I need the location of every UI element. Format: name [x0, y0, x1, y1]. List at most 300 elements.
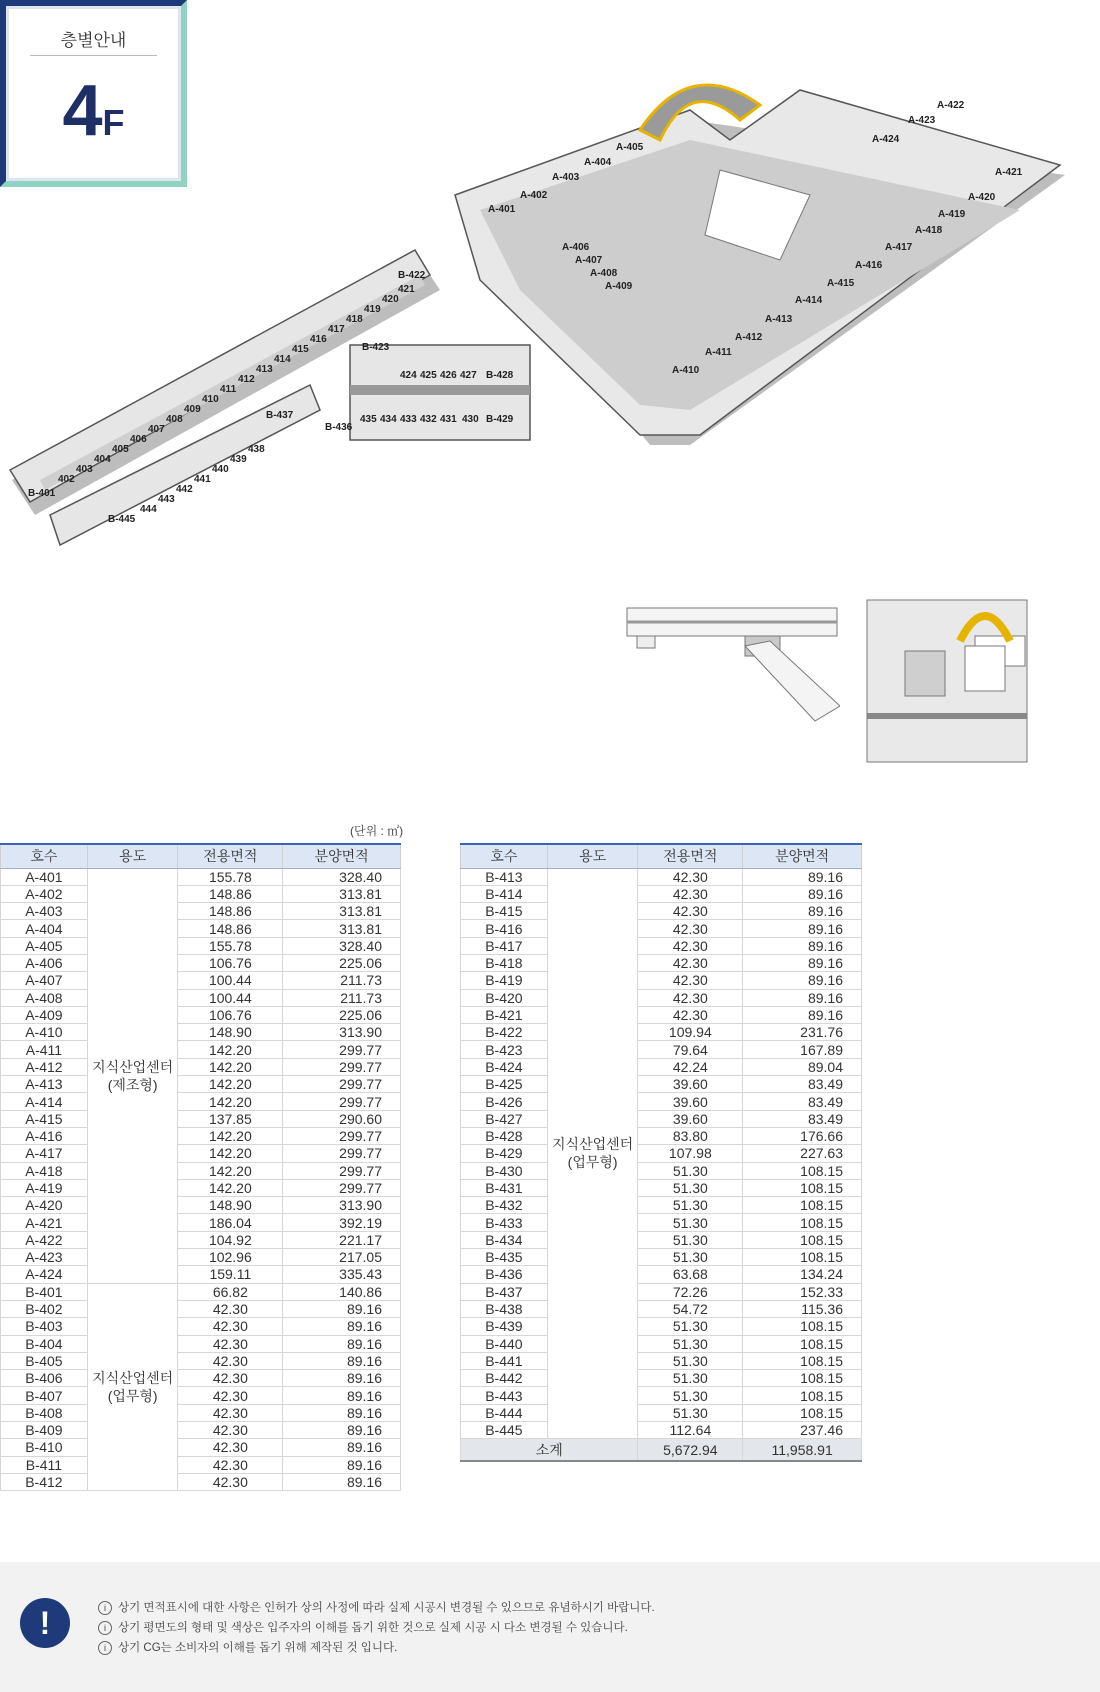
sale-area: 299.77	[283, 1127, 401, 1144]
notice-item	[98, 1618, 655, 1638]
exclusive-area: 100.44	[178, 972, 283, 989]
header-exclusive-area: 전용면적	[178, 844, 283, 868]
unit-number: B-420	[461, 989, 548, 1006]
table-row	[461, 1179, 862, 1196]
plan-label: B-445	[108, 514, 136, 525]
exclusive-area: 51.30	[638, 1335, 743, 1352]
table-row	[1, 972, 401, 989]
plan-label: 417	[328, 324, 345, 335]
key-map-a	[865, 596, 1030, 766]
exclusive-area: 42.30	[178, 1300, 283, 1317]
table-row	[1, 1197, 401, 1214]
header-exclusive-area: 전용면적	[638, 844, 743, 868]
exclusive-area: 42.30	[638, 1006, 743, 1023]
sale-area: 134.24	[743, 1266, 862, 1283]
unit-number: B-415	[461, 903, 548, 920]
header-sale-area: 분양면적	[283, 844, 401, 868]
exclusive-area: 142.20	[178, 1127, 283, 1144]
exclusive-area: 42.30	[178, 1456, 283, 1473]
table-row	[1, 1266, 401, 1283]
use-cell	[547, 868, 638, 1439]
sale-area: 108.15	[743, 1162, 862, 1179]
plan-label: A-403	[552, 172, 580, 183]
sale-area: 89.16	[743, 885, 862, 902]
notice-list	[98, 1598, 655, 1658]
unit-number: B-436	[461, 1266, 548, 1283]
unit-number: B-405	[1, 1352, 88, 1369]
unit-number: B-441	[461, 1352, 548, 1369]
plan-label: 431	[440, 414, 457, 425]
exclusive-area: 51.30	[638, 1352, 743, 1369]
plan-label: 419	[364, 304, 381, 315]
use-line: (업무형)	[107, 1387, 158, 1404]
table-row	[1, 920, 401, 937]
floor-number: 4	[62, 71, 103, 151]
unit-number: B-421	[461, 1006, 548, 1023]
table-row	[461, 1352, 862, 1369]
table-row	[1, 885, 401, 902]
exclusive-area: 83.80	[638, 1127, 743, 1144]
sale-area: 313.90	[283, 1197, 401, 1214]
table-row	[461, 1318, 862, 1335]
table-row	[1, 1439, 401, 1456]
sale-area: 108.15	[743, 1404, 862, 1421]
unit-number: A-421	[1, 1214, 88, 1231]
unit-number: B-440	[461, 1335, 548, 1352]
subtotal-sale: 11,958.91	[743, 1439, 862, 1461]
plan-label: B-429	[486, 414, 514, 425]
plan-label: 430	[462, 414, 479, 425]
plan-label: A-415	[827, 278, 855, 289]
exclusive-area: 79.64	[638, 1041, 743, 1058]
sale-area: 108.15	[743, 1214, 862, 1231]
table-row	[461, 1197, 862, 1214]
table-header-row	[1, 844, 401, 868]
sale-area: 108.15	[743, 1352, 862, 1369]
plan-label: A-423	[908, 115, 936, 126]
exclusive-area: 51.30	[638, 1404, 743, 1421]
sale-area: 89.16	[743, 972, 862, 989]
exclusive-area: 39.60	[638, 1093, 743, 1110]
unit-number: A-417	[1, 1145, 88, 1162]
sale-area: 89.16	[743, 920, 862, 937]
unit-number: B-438	[461, 1300, 548, 1317]
sale-area: 89.16	[283, 1318, 401, 1335]
notice-text: 상기 평면도의 형태 및 색상은 입주자의 이해를 돕기 위한 것으로 실제 시공 시 다소 변경될 수 있습니다.	[118, 1622, 628, 1634]
unit-number: B-412	[1, 1473, 88, 1490]
table-row	[461, 1110, 862, 1127]
exclusive-area: 42.30	[178, 1473, 283, 1490]
floor-suffix: F	[102, 102, 125, 143]
table-row	[1, 1231, 401, 1248]
plan-label: 403	[76, 464, 93, 475]
sale-area: 89.16	[283, 1335, 401, 1352]
plan-label: A-406	[562, 242, 590, 253]
exclusive-area: 51.30	[638, 1387, 743, 1404]
header-sale-area: 분양면적	[743, 844, 862, 868]
sale-area: 108.15	[743, 1179, 862, 1196]
unit-number: B-404	[1, 1335, 88, 1352]
sale-area: 108.15	[743, 1387, 862, 1404]
unit-number: A-413	[1, 1076, 88, 1093]
plan-label: 442	[176, 484, 193, 495]
table-row	[461, 1422, 862, 1439]
unit-number: B-435	[461, 1249, 548, 1266]
exclusive-area: 159.11	[178, 1266, 283, 1283]
plan-label: 443	[158, 494, 175, 505]
plan-label: 409	[184, 404, 201, 415]
exclusive-area: 107.98	[638, 1145, 743, 1162]
exclusive-area: 42.30	[178, 1335, 283, 1352]
plan-label: 424	[400, 370, 417, 381]
plan-label: A-413	[765, 314, 793, 325]
plan-label: B-401	[28, 488, 56, 499]
sale-area: 313.81	[283, 920, 401, 937]
table-row	[461, 1335, 862, 1352]
unit-number: B-424	[461, 1058, 548, 1075]
table-row	[1, 1335, 401, 1352]
sale-area: 108.15	[743, 1231, 862, 1248]
table-row	[461, 1231, 862, 1248]
plan-label: B-436	[325, 422, 353, 433]
sale-area: 217.05	[283, 1249, 401, 1266]
sale-area: 328.40	[283, 937, 401, 954]
unit-number: A-412	[1, 1058, 88, 1075]
table-row	[461, 1266, 862, 1283]
header-use: 용도	[87, 844, 178, 868]
sale-area: 108.15	[743, 1197, 862, 1214]
exclusive-area: 148.86	[178, 885, 283, 902]
exclusive-area: 102.96	[178, 1249, 283, 1266]
sale-area: 313.81	[283, 885, 401, 902]
sale-area: 299.77	[283, 1162, 401, 1179]
unit-number: B-439	[461, 1318, 548, 1335]
table-row	[461, 1006, 862, 1023]
plan-label: 402	[58, 474, 75, 485]
plan-label: 421	[398, 284, 415, 295]
plan-label: A-402	[520, 190, 548, 201]
unit-number: B-443	[461, 1387, 548, 1404]
plan-label: 434	[380, 414, 397, 425]
plan-label: 418	[346, 314, 363, 325]
table-row	[461, 920, 862, 937]
exclusive-area: 42.30	[178, 1387, 283, 1404]
table-row	[461, 1387, 862, 1404]
exclusive-area: 66.82	[178, 1283, 283, 1300]
unit-number: B-411	[1, 1456, 88, 1473]
use-line: (제조형)	[107, 1076, 158, 1093]
table-row	[461, 868, 862, 885]
exclusive-area: 155.78	[178, 868, 283, 885]
unit-number: B-425	[461, 1076, 548, 1093]
sale-area: 225.06	[283, 1006, 401, 1023]
table-row	[461, 989, 862, 1006]
table-row	[461, 1041, 862, 1058]
sale-area: 89.04	[743, 1058, 862, 1075]
exclusive-area: 148.90	[178, 1024, 283, 1041]
table-row	[461, 1370, 862, 1387]
use-cell	[87, 868, 178, 1283]
table-row	[461, 937, 862, 954]
plan-label: A-422	[937, 100, 965, 111]
notice-panel	[0, 1562, 1100, 1692]
plan-label: 438	[248, 444, 265, 455]
unit-number: A-403	[1, 903, 88, 920]
unit-number: B-423	[461, 1041, 548, 1058]
plan-label: 405	[112, 444, 129, 455]
table-row	[1, 937, 401, 954]
plan-label: A-411	[705, 347, 732, 358]
plan-label: A-407	[575, 255, 603, 266]
exclusive-area: 42.30	[178, 1422, 283, 1439]
sale-area: 299.77	[283, 1179, 401, 1196]
unit-number: B-408	[1, 1404, 88, 1421]
unit-number: B-414	[461, 885, 548, 902]
table-row	[1, 1179, 401, 1196]
sale-area: 313.90	[283, 1024, 401, 1041]
plan-label: B-423	[362, 342, 390, 353]
plan-label: A-421	[995, 167, 1023, 178]
key-map-b	[625, 596, 840, 731]
sale-area: 108.15	[743, 1370, 862, 1387]
plan-label: 404	[94, 454, 111, 465]
plan-label: B-428	[486, 370, 514, 381]
table-row	[1, 1318, 401, 1335]
table-row	[1, 1145, 401, 1162]
sale-area: 227.63	[743, 1145, 862, 1162]
plan-label: A-417	[885, 242, 913, 253]
unit-note: (단위 : ㎡)	[350, 824, 404, 838]
plan-label: A-420	[968, 192, 996, 203]
unit-number: A-424	[1, 1266, 88, 1283]
exclusive-area: 51.30	[638, 1214, 743, 1231]
table-row	[1, 1127, 401, 1144]
unit-number: A-404	[1, 920, 88, 937]
exclusive-area: 155.78	[178, 937, 283, 954]
sale-area: 83.49	[743, 1076, 862, 1093]
unit-number: A-419	[1, 1179, 88, 1196]
table-row	[461, 903, 862, 920]
unit-number: A-410	[1, 1024, 88, 1041]
plan-label: A-424	[872, 134, 900, 145]
table-row	[461, 1249, 862, 1266]
sale-area: 328.40	[283, 868, 401, 885]
exclusive-area: 42.30	[638, 868, 743, 885]
plan-label: 413	[256, 364, 273, 375]
exclusive-area: 112.64	[638, 1422, 743, 1439]
unit-number: B-434	[461, 1231, 548, 1248]
left-table-body	[1, 868, 401, 1491]
table-header-row	[461, 844, 862, 868]
unit-number: B-442	[461, 1370, 548, 1387]
exclusive-area: 142.20	[178, 1162, 283, 1179]
plan-label: A-401	[488, 204, 516, 215]
plan-label: A-410	[672, 365, 700, 376]
use-line: 지식산업센터	[552, 1136, 634, 1153]
exclusive-area: 148.90	[178, 1197, 283, 1214]
sale-area: 152.33	[743, 1283, 862, 1300]
use-line: (업무형)	[567, 1154, 618, 1171]
unit-number: B-429	[461, 1145, 548, 1162]
plan-label: 433	[400, 414, 417, 425]
sale-area: 89.16	[283, 1456, 401, 1473]
exclusive-area: 51.30	[638, 1179, 743, 1196]
table-row	[1, 1058, 401, 1075]
exclusive-area: 142.20	[178, 1093, 283, 1110]
table-row	[1, 1093, 401, 1110]
exclusive-area: 137.85	[178, 1110, 283, 1127]
plan-label: 407	[148, 424, 165, 435]
sale-area: 237.46	[743, 1422, 862, 1439]
table-row	[1, 1456, 401, 1473]
exclusive-area: 106.76	[178, 954, 283, 971]
plan-label: 427	[460, 370, 477, 381]
exclusive-area: 142.20	[178, 1179, 283, 1196]
floor-plan-3d	[0, 50, 1080, 570]
sale-area: 140.86	[283, 1283, 401, 1300]
exclusive-area: 42.30	[178, 1352, 283, 1369]
sale-area: 89.16	[283, 1404, 401, 1421]
info-icon: i	[98, 1621, 112, 1635]
unit-number: A-409	[1, 1006, 88, 1023]
table-row	[461, 1162, 862, 1179]
exclusive-area: 72.26	[638, 1283, 743, 1300]
sale-area: 108.15	[743, 1335, 862, 1352]
sale-area: 299.77	[283, 1093, 401, 1110]
table-row	[1, 1300, 401, 1317]
info-icon: i	[98, 1641, 112, 1655]
exclusive-area: 142.20	[178, 1058, 283, 1075]
use-line: 지식산업센터	[92, 1058, 174, 1075]
exclusive-area: 42.30	[638, 989, 743, 1006]
table-row	[461, 1300, 862, 1317]
table-row	[1, 989, 401, 1006]
unit-number: A-402	[1, 885, 88, 902]
exclusive-area: 142.20	[178, 1076, 283, 1093]
plan-label: 406	[130, 434, 147, 445]
unit-number: B-401	[1, 1283, 88, 1300]
sale-area: 221.17	[283, 1231, 401, 1248]
table-row	[461, 1404, 862, 1421]
table-row	[461, 1145, 862, 1162]
unit-number: A-405	[1, 937, 88, 954]
exclusive-area: 109.94	[638, 1024, 743, 1041]
exclusive-area: 148.86	[178, 903, 283, 920]
sale-area: 108.15	[743, 1318, 862, 1335]
unit-number: B-406	[1, 1370, 88, 1387]
unit-number: B-431	[461, 1179, 548, 1196]
plan-label: A-414	[795, 295, 823, 306]
unit-number: B-445	[461, 1422, 548, 1439]
table-row	[1, 1076, 401, 1093]
plan-label: 441	[194, 474, 211, 485]
exclusive-area: 51.30	[638, 1370, 743, 1387]
unit-number: B-422	[461, 1024, 548, 1041]
sale-area: 211.73	[283, 972, 401, 989]
table-row	[461, 954, 862, 971]
exclusive-area: 42.30	[178, 1370, 283, 1387]
table-row	[1, 868, 401, 885]
notice-text: 상기 CG는 소비자의 이해를 돕기 위해 제작된 것 입니다.	[118, 1642, 398, 1654]
exclusive-area: 142.20	[178, 1041, 283, 1058]
exclusive-area: 39.60	[638, 1110, 743, 1127]
table-row	[1, 1249, 401, 1266]
unit-number: B-427	[461, 1110, 548, 1127]
sale-area: 290.60	[283, 1110, 401, 1127]
sale-area: 89.16	[283, 1370, 401, 1387]
plan-label: 440	[212, 464, 229, 475]
exclusive-area: 42.30	[638, 937, 743, 954]
sale-area: 392.19	[283, 1214, 401, 1231]
table-row	[461, 885, 862, 902]
sale-area: 89.16	[283, 1300, 401, 1317]
header-use: 용도	[547, 844, 638, 868]
exclusive-area: 54.72	[638, 1300, 743, 1317]
exclusive-area: 42.30	[638, 903, 743, 920]
plan-label: A-405	[616, 142, 644, 153]
exclusive-area: 142.20	[178, 1145, 283, 1162]
header-unit: 호수	[461, 844, 548, 868]
plan-label: B-422	[398, 270, 426, 281]
unit-number: B-419	[461, 972, 548, 989]
plan-label: 411	[220, 384, 237, 395]
sale-area: 89.16	[283, 1473, 401, 1490]
table-row	[1, 903, 401, 920]
sale-area: 299.77	[283, 1145, 401, 1162]
plan-label: A-404	[584, 157, 612, 168]
exclusive-area: 42.30	[638, 920, 743, 937]
header-unit: 호수	[1, 844, 88, 868]
plan-label: A-419	[938, 209, 966, 220]
unit-number: A-411	[1, 1041, 88, 1058]
exclusive-area: 42.30	[638, 954, 743, 971]
plan-label: 415	[292, 344, 309, 355]
plan-label: 414	[274, 354, 291, 365]
exclusive-area: 42.30	[178, 1318, 283, 1335]
unit-number: A-414	[1, 1093, 88, 1110]
subtotal-row	[461, 1439, 862, 1461]
plan-label: A-412	[735, 332, 763, 343]
table-row	[461, 1058, 862, 1075]
exclusive-area: 63.68	[638, 1266, 743, 1283]
exclusive-area: 42.30	[178, 1404, 283, 1421]
unit-number: A-422	[1, 1231, 88, 1248]
table-row	[1, 1370, 401, 1387]
plan-label: 410	[202, 394, 219, 405]
sale-area: 89.16	[283, 1352, 401, 1369]
area-table-right	[460, 843, 862, 1462]
sale-area: 211.73	[283, 989, 401, 1006]
exclusive-area: 39.60	[638, 1076, 743, 1093]
table-row	[461, 1093, 862, 1110]
subtotal-exclusive: 5,672.94	[638, 1439, 743, 1461]
table-row	[1, 1110, 401, 1127]
use-cell	[87, 1283, 178, 1491]
exclusive-area: 148.86	[178, 920, 283, 937]
exclusive-area: 100.44	[178, 989, 283, 1006]
plan-label: 425	[420, 370, 437, 381]
sale-area: 83.49	[743, 1093, 862, 1110]
unit-number: A-418	[1, 1162, 88, 1179]
exclusive-area: 42.24	[638, 1058, 743, 1075]
sale-area: 176.66	[743, 1127, 862, 1144]
sale-area: 313.81	[283, 903, 401, 920]
plan-label: A-418	[915, 225, 943, 236]
sale-area: 89.16	[743, 1006, 862, 1023]
exclusive-area: 51.30	[638, 1231, 743, 1248]
sale-area: 225.06	[283, 954, 401, 971]
exclusive-area: 51.30	[638, 1249, 743, 1266]
